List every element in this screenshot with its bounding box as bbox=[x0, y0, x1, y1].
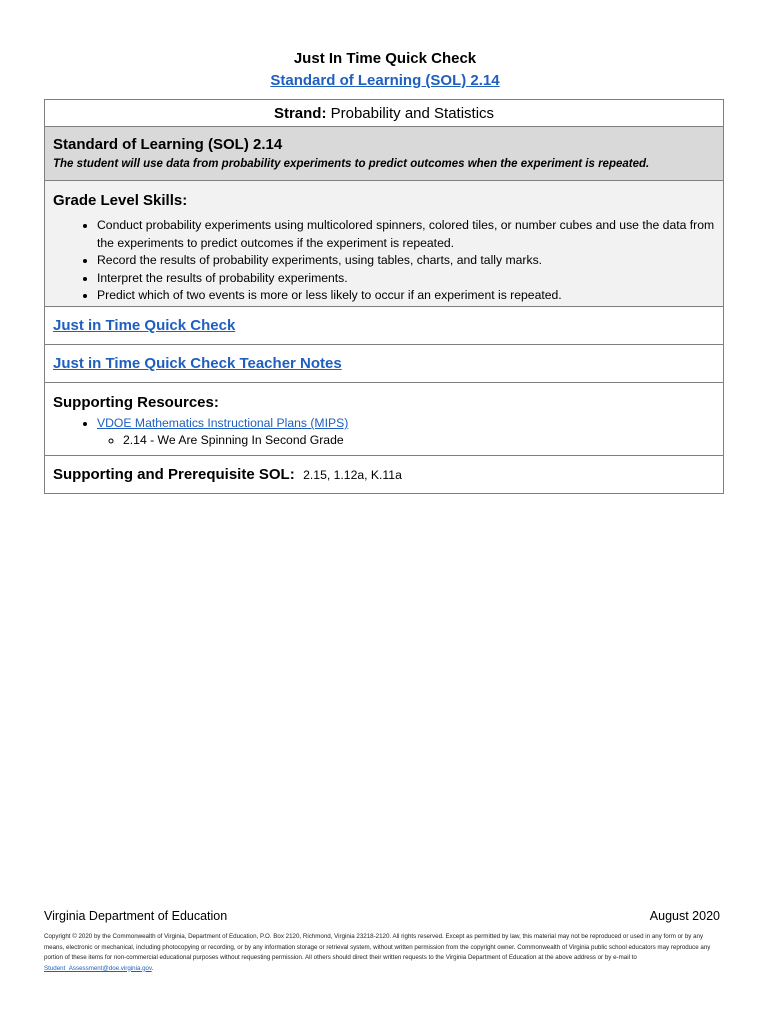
sol-description: The student will use data from probability experiments to predict outcomes when the experiment is repeated. bbox=[53, 158, 650, 170]
assessment-email-link[interactable]: Student_Assessment@doe.virginia.gov bbox=[44, 964, 152, 972]
list-item: • Record the results of probability experiments, using tables, charts, and tally marks. bbox=[97, 252, 715, 270]
footer-org: Virginia Department of Education bbox=[44, 909, 228, 923]
mips-link[interactable]: VDOE Mathematics Instructional Plans (MIPS) bbox=[97, 416, 349, 430]
sol-title: Standard of Learning (SOL) 2.14 bbox=[53, 136, 283, 153]
mips-sublist bbox=[97, 432, 715, 449]
prereq-row bbox=[45, 456, 723, 493]
strand-label: Strand: bbox=[273, 105, 327, 122]
resources-heading: Supporting Resources: bbox=[53, 394, 219, 411]
skills-row bbox=[45, 181, 723, 307]
footer-date: August 2020 bbox=[649, 909, 720, 923]
strand-value: Probability and Statistics bbox=[330, 105, 495, 122]
prereq-heading: Supporting and Prerequisite SOL: bbox=[53, 466, 295, 483]
resources-row bbox=[45, 383, 723, 456]
copyright-end: . bbox=[151, 964, 154, 972]
document-title: Just In Time Quick Check bbox=[293, 50, 477, 67]
list-item: • Predict which of two events is more or less likely to occur if an experiment is repeated. bbox=[97, 287, 715, 305]
mips-item: ◦ 2.14 - We Are Spinning In Second Grade bbox=[123, 432, 715, 449]
quick-check-link[interactable]: Just in Time Quick Check bbox=[53, 317, 236, 334]
copyright-notice bbox=[44, 932, 720, 974]
document-header bbox=[0, 48, 770, 92]
list-item: • Conduct probability experiments using multicolored spinners, colored tiles, or number cubes and use the data from the experiments to predict outcomes if the experiment is repeated. bbox=[97, 217, 715, 252]
skills-heading: Grade Level Skills: bbox=[53, 192, 188, 209]
copyright-text: Copyright © 2020 by the Commonwealth of Virginia, Department of Education, P.O. Box 2120, Richmond, Virginia 23218-2120. All rights reserved. Except as permitted by law, this material may not be reproduced or used in any form or by any means, electronic or mechanical, including photocopying or recording, or by any information storage or retrieval system, without written permission from the copyright owner. Commonwealth of Virginia public school educators may reproduce any portion of these items for non-commercial educational purposes without requesting permission. All others should direct their written requests to the Virginia Department of Education at the above address or by e-mail to bbox=[44, 933, 711, 961]
teacher-notes-link[interactable]: Just in Time Quick Check Teacher Notes bbox=[53, 355, 342, 372]
prereq-value: 2.15, 1.12a, K.11a bbox=[303, 468, 402, 482]
skills-list bbox=[53, 217, 715, 305]
sol-table bbox=[44, 99, 724, 494]
page-footer bbox=[44, 908, 720, 974]
teacher-notes-row bbox=[45, 345, 723, 383]
strand-row bbox=[45, 100, 723, 127]
list-item: • Interpret the results of probability experiments. bbox=[97, 270, 715, 288]
resources-list bbox=[53, 415, 715, 449]
sol-row bbox=[45, 127, 723, 181]
sol-header-link[interactable]: Standard of Learning (SOL) 2.14 bbox=[270, 72, 500, 89]
quick-check-row bbox=[45, 307, 723, 345]
list-item bbox=[97, 415, 715, 449]
